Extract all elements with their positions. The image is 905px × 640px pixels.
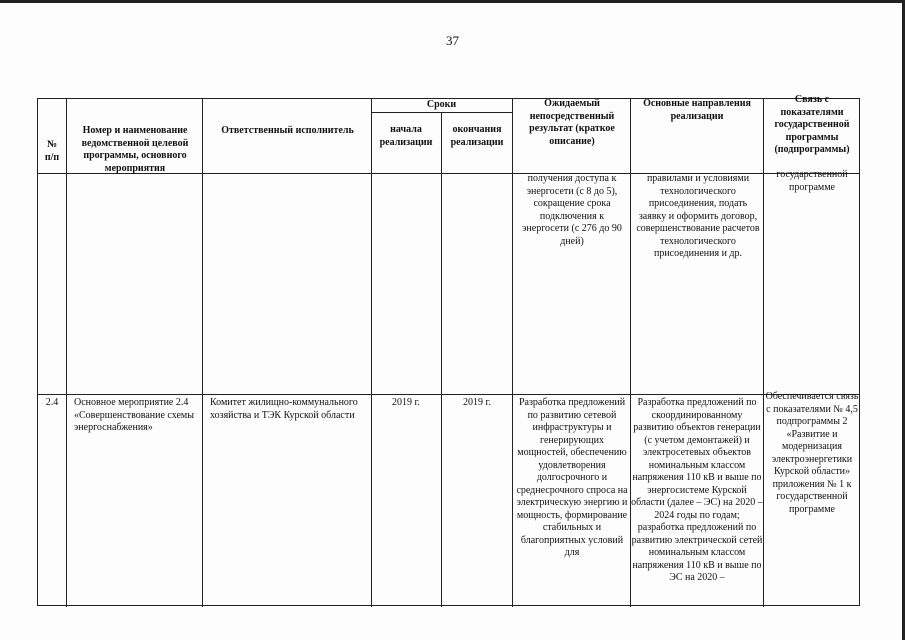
page-top-edge	[0, 0, 905, 3]
header-executor: Ответственный исполнитель	[221, 125, 354, 136]
row-divider	[38, 394, 859, 395]
row2-link: Обеспечивается связь с показателями № 4,5 подпрограммы 2 «Развитие и модернизация электроэнергетики Курской области» приложения № 1 к государственной программе	[765, 391, 859, 515]
column-divider	[371, 99, 372, 607]
header-num: № п/п	[44, 139, 60, 163]
header-program: Номер и наименование ведомственной целевой программы, основного мероприятия	[81, 125, 189, 174]
terms-divider	[371, 112, 512, 113]
row1-result: получения доступа к энергосети (с 8 до 5), сокращение срока подключения к энергосети (с 276 до 90 дней)	[522, 173, 622, 247]
column-divider	[763, 99, 764, 607]
page-number: 37	[446, 33, 459, 48]
column-divider	[441, 113, 442, 607]
program-table	[37, 94, 860, 606]
row1-link: государственной программе	[776, 169, 848, 193]
row1-directions: правилами и условиями технологического присоединения, подать заявку и оформить договор, совершенствование расчетов технологического присоединения и др.	[636, 173, 760, 259]
header-directions: Основные направления реализации	[643, 98, 751, 122]
header-result: Ожидаемый непосредственный результат (краткое описание)	[529, 98, 615, 147]
header-end: окончания реализации	[450, 124, 504, 148]
header-link: Связь с показателями государственной программы (подпрограммы)	[774, 94, 850, 155]
row2-num: 2.4	[45, 397, 59, 408]
column-divider	[66, 99, 67, 607]
row2-directions: Разработка предложений по скоординированному развитию объектов генерации (с учетом демонтажей) и электросетевых объектов номинальным классом напряжения 110 кВ и выше по энергосистеме Курской области (далее – ЭС) на 2020 – 2024 годы по годам; разработка предложений по развитию электрической сетей номинальным классом напряжения 110 кВ и выше по ЭС на 2020 –	[631, 397, 763, 583]
row2-end: 2019 г.	[463, 397, 491, 408]
column-divider	[202, 99, 203, 607]
row2-result: Разработка предложений по развитию сетевой инфраструктуры и генерирующих мощностей, обеспечению удовлетворения долгосрочного и среднесрочного спроса на электрическую энергию и мощность, формирование стабильных и благоприятных условий для	[516, 397, 628, 558]
row2-program: Основное мероприятие 2.4 «Совершенствование схемы энергоснабжения»	[74, 397, 194, 433]
header-start: начала реализации	[379, 124, 433, 148]
row2-executor: Комитет жилищно-коммунального хозяйства и ТЭК Курской области	[210, 397, 358, 421]
column-divider	[512, 99, 513, 607]
header-terms: Сроки	[426, 99, 457, 110]
row2-start: 2019 г.	[392, 397, 420, 408]
